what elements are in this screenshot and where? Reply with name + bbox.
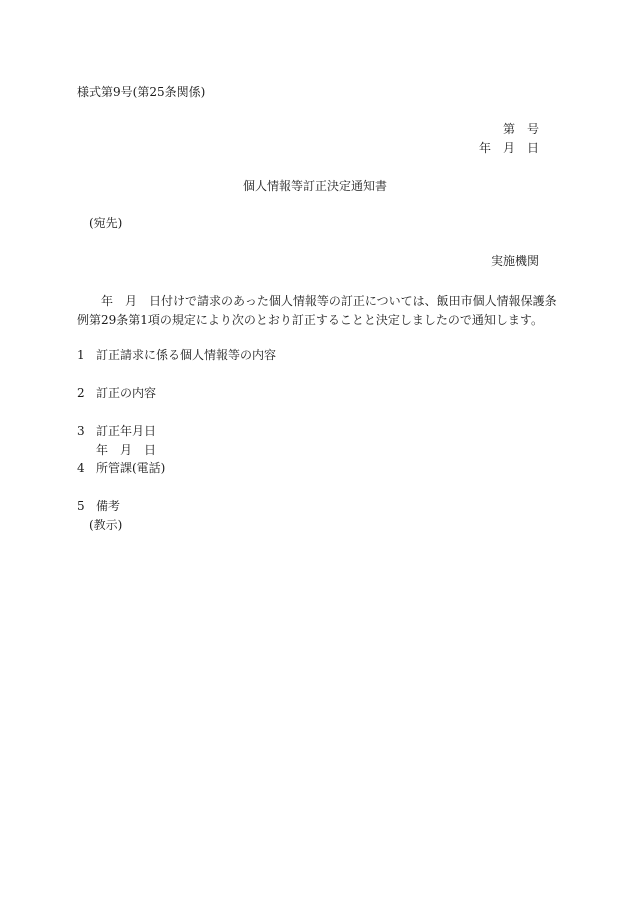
item-3-date: 年 月 日 (96, 443, 157, 457)
item-label: 所管課(電話) (96, 461, 166, 475)
item-4 (77, 462, 165, 474)
item-number: 1 (77, 348, 85, 362)
item-number: 2 (77, 386, 85, 400)
issuer: 実施機関 (490, 254, 539, 268)
item-label: 訂正の内容 (96, 386, 157, 400)
item-number: 3 (77, 424, 85, 438)
item-number: 5 (77, 499, 85, 513)
form-number: 様式第9号(第25条関係) (77, 85, 206, 99)
document-title: 個人情報等訂正決定通知書 (242, 179, 387, 193)
body-paragraph (77, 292, 557, 330)
item-3 (77, 425, 156, 437)
item-label: 訂正年月日 (96, 424, 157, 438)
body-line: 例第29条第1項の規定により次のとおり訂正することと決定しましたので通知します。 (77, 313, 543, 327)
addressee: (宛先) (89, 216, 123, 230)
document-number: 第 号 (502, 122, 539, 136)
body-line: 年 月 日付けで請求のあった個人情報等の訂正については、飯田市個人情報保護条 (77, 294, 557, 308)
document-date: 年 月 日 (478, 141, 539, 155)
item-5-note: (教示) (89, 518, 123, 532)
item-5 (77, 500, 120, 512)
item-label: 備考 (96, 499, 121, 513)
item-2 (77, 387, 156, 399)
item-1 (77, 349, 276, 361)
item-number: 4 (77, 461, 85, 475)
item-label: 訂正請求に係る個人情報等の内容 (96, 348, 277, 362)
